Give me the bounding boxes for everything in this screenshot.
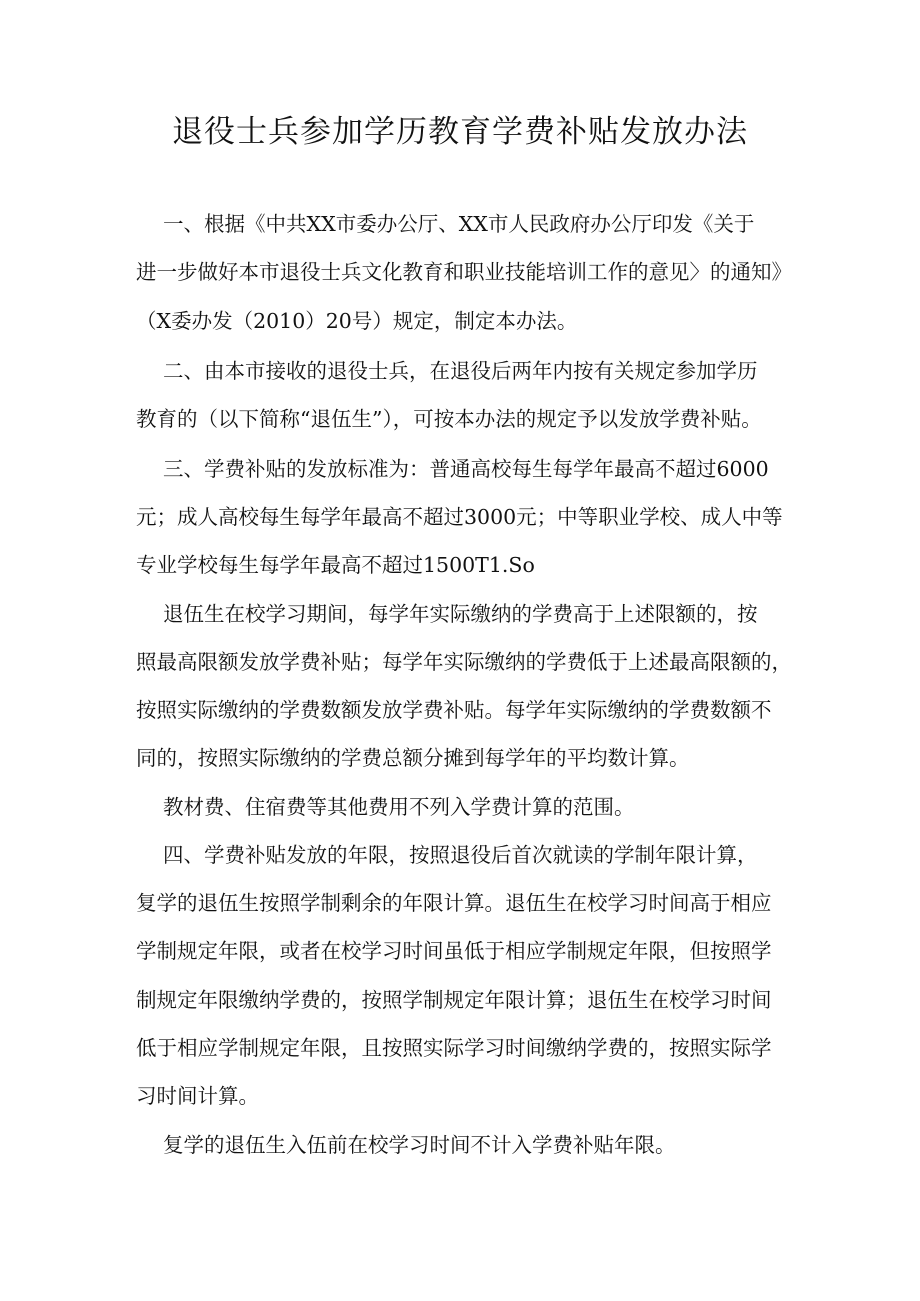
paragraph-line: 照最高限额发放学费补贴；每学年实际缴纳的学费低于上述最高限额的， — [136, 650, 792, 674]
paragraph-line: 制规定年限缴纳学费的，按照学制规定年限计算；退伍生在校学习时间 — [136, 988, 772, 1012]
paragraph-line: 一、根据《中共XX市委办公厅、XX市人民政府办公厅印发《关于 — [163, 212, 755, 236]
paragraph-line: 教育的（以下简称“退伍生”），可按本办法的规定予以发放学费补贴。 — [136, 407, 762, 431]
paragraph-line: （X委办发（2010）20号）规定，制定本办法。 — [136, 309, 578, 333]
paragraph-line: 退伍生在校学习期间，每学年实际缴纳的学费高于上述限额的，按 — [163, 602, 758, 626]
paragraph-line: 元；成人高校每生每学年最高不超过3000元；中等职业学校、成人中等 — [136, 505, 783, 529]
paragraph-line: 低于相应学制规定年限，且按照实际学习时间缴纳学费的，按照实际学 — [136, 1036, 772, 1060]
paragraph-line: 四、学费补贴发放的年限，按照退役后首次就读的学制年限计算， — [163, 843, 758, 867]
paragraph-line: 同的，按照实际缴纳的学费总额分摊到每学年的平均数计算。 — [136, 746, 690, 770]
paragraph-line: 复学的退伍生按照学制剩余的年限计算。退伍生在校学习时间高于相应 — [136, 891, 772, 915]
paragraph-line: 三、学费补贴的发放标准为：普通高校每生每学年最高不超过6000 — [163, 457, 769, 481]
paragraph-line: 按照实际缴纳的学费数额发放学费补贴。每学年实际缴纳的学费数额不 — [136, 698, 772, 722]
paragraph-line: 复学的退伍生入伍前在校学习时间不计入学费补贴年限。 — [163, 1133, 676, 1157]
paragraph-line: 习时间计算。 — [136, 1084, 259, 1108]
paragraph-line: 教材费、住宿费等其他费用不列入学费计算的范围。 — [163, 795, 635, 819]
paragraph-line: 进一步做好本市退役士兵文化教育和职业技能培训工作的意见〉的通知》 — [136, 260, 792, 284]
paragraph-line: 二、由本市接收的退役士兵，在退役后两年内按有关规定参加学历 — [163, 359, 758, 383]
paragraph-line: 专业学校每生每学年最高不超过1500T1.So — [136, 553, 535, 577]
paragraph-line: 学制规定年限，或者在校学习时间虽低于相应学制规定年限，但按照学 — [136, 939, 772, 963]
document-title: 退役士兵参加学历教育学费补贴发放办法 — [172, 114, 748, 150]
